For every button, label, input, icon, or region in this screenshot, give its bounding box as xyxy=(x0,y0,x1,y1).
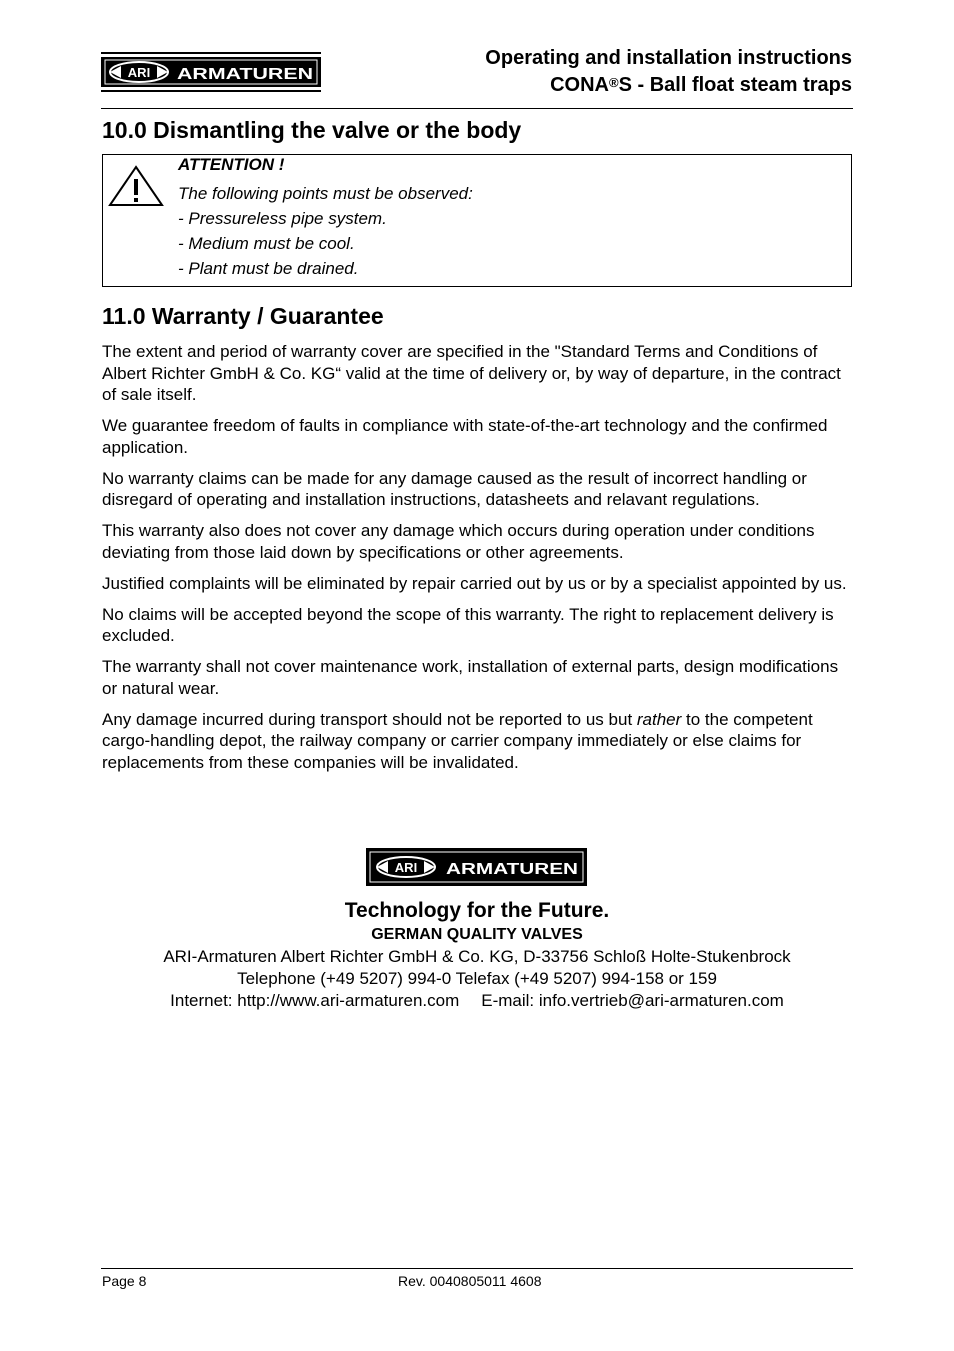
footer-logo-wordmark: ARMATUREN xyxy=(446,861,578,878)
ari-armaturen-footer-logo xyxy=(366,848,587,886)
attention-item: - Medium must be cool. xyxy=(178,234,355,253)
document-title xyxy=(485,45,852,99)
section-10-heading: 10.0 Dismantling the valve or the body xyxy=(102,117,522,143)
attention-text xyxy=(178,155,473,281)
company-address: ARI-Armaturen Albert Richter GmbH & Co. KG, D-33756 Schloß Holte-Stukenbrock xyxy=(163,947,791,966)
attention-title: ATTENTION ! xyxy=(178,155,285,174)
attention-item: - Pressureless pipe system. xyxy=(178,209,387,228)
warranty-paragraph: No warranty claims can be made for any damage caused as the result of incorrect handling or disregard of operating and installation instructions, datasheets and relavant regulations. xyxy=(102,468,807,509)
page-number: Page 8 xyxy=(102,1273,147,1289)
warranty-paragraph: We guarantee freedom of faults in compliance with state-of-the-art technology and the confirmed application. xyxy=(102,416,828,457)
warranty-body xyxy=(102,341,854,783)
warranty-paragraph: No claims will be accepted beyond the scope of this warranty. The right to replacement delivery is excluded. xyxy=(102,604,834,645)
tagline: Technology for the Future. xyxy=(344,899,610,922)
section-11-heading: 11.0 Warranty / Guarantee xyxy=(102,303,384,329)
document-title-line1: Operating and installation instructions xyxy=(485,47,852,69)
logo-badge-text: ARI xyxy=(127,65,151,80)
warranty-paragraph-transport: Any damage incurred during transport should not be reported to us but rather to the competent cargo-handling depot, the railway company or carrier company immediately or else claims for replacements from these companies will be invalidated. xyxy=(102,709,813,772)
header-divider xyxy=(101,108,853,109)
revision-number: Rev. 0040805011 4608 xyxy=(398,1273,542,1289)
company-info xyxy=(0,898,954,1012)
footer-divider xyxy=(101,1268,853,1269)
footer-logo-badge-text: ARI xyxy=(394,860,418,875)
company-phone: Telephone (+49 5207) 994-0 Telefax (+49 5207) 994-158 or 159 xyxy=(237,969,717,988)
company-web xyxy=(0,990,954,1012)
warranty-paragraph: This warranty also does not cover any damage which occurs during operation under conditions deviating from those laid down by specifications or other agreements. xyxy=(102,521,815,562)
email-link[interactable]: E-mail: info.vertrieb@ari-armaturen.com xyxy=(481,991,784,1010)
warranty-paragraph: Justified complaints will be eliminated by repair carried out by us or by a specialist appointed by us. xyxy=(102,573,847,593)
document-title-line2: CONA®S - Ball float steam traps xyxy=(550,74,852,96)
website-link[interactable]: Internet: http://www.ari-armaturen.com xyxy=(170,991,460,1010)
company-subtitle: GERMAN QUALITY VALVES xyxy=(371,926,583,943)
warranty-paragraph: The extent and period of warranty cover are specified in the "Standard Terms and Conditions of Albert Richter GmbH & Co. KG“ valid at the time of delivery or, by way of departure, in the contract of sale itself. xyxy=(102,342,841,404)
logo-wordmark: ARMATUREN xyxy=(177,66,313,83)
warranty-paragraph: The warranty shall not cover maintenance work, installation of external parts, design modifications or natural wear. xyxy=(102,657,839,698)
ari-armaturen-logo xyxy=(101,52,321,92)
attention-intro: The following points must be observed: xyxy=(178,184,473,203)
attention-box xyxy=(102,154,852,287)
warning-triangle-icon xyxy=(108,165,164,207)
attention-item: - Plant must be drained. xyxy=(178,259,359,278)
